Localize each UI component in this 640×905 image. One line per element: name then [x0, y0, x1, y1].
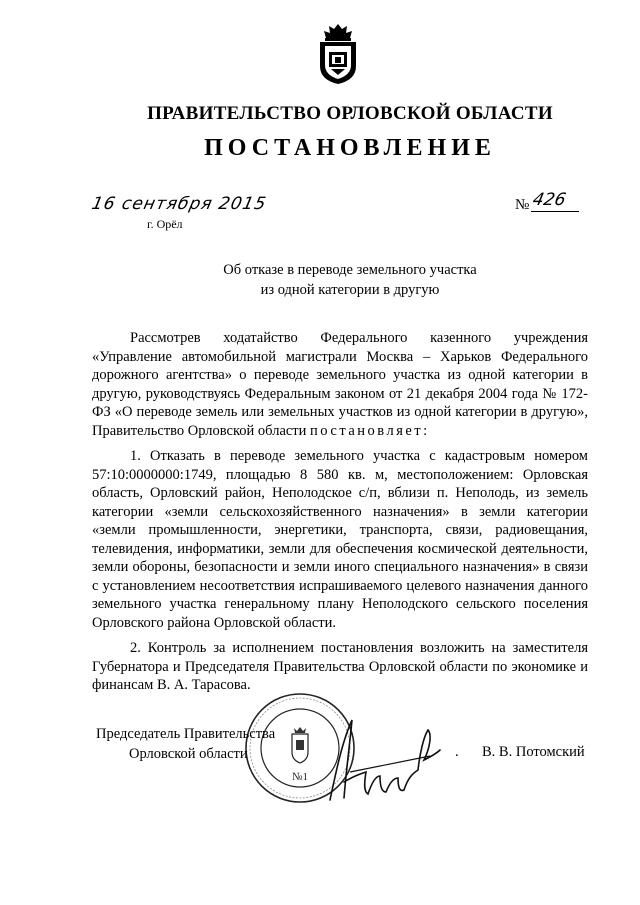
document-subject: [160, 260, 540, 300]
document-city: г. Орёл: [147, 217, 183, 231]
paragraph-item-1: 1. Отказать в переводе земельного участка с кадастровым номером 57:10:0000000:1749, площадью 8 580 кв. м, местоположением: Орловская область, Орловский район, Неполодское с/п, вблизи п. Неполодь, из земель категории «земли сельскохозяйственного назначения» в земли категории «земли промышленности, энергетики, транспорта, связи, радиовещания, телевидения, информатики, земли для обеспечения космической деятельности, земли обороны, безопасности и земли иного специального назначения» в связи с установлением несоответствия испрашиваемого целевого назначения данного земельного участка генеральному плану Неполодского сельского поселения Орловского района Орловской области.: [92, 448, 588, 631]
signatory-title-line-2: Орловской области: [129, 746, 248, 762]
number-label: №: [515, 197, 530, 213]
number-underline: [531, 211, 579, 212]
handwritten-signature-icon: [320, 712, 442, 804]
resolves-word: постановляет:: [310, 422, 430, 439]
signatory-name: В. В. Потомский: [482, 744, 585, 760]
paragraph-preamble: [92, 329, 588, 440]
subject-line-2: из одной категории в другую: [260, 282, 440, 298]
document-date: 16 сентября 2015: [89, 194, 269, 214]
subject-line-1: Об отказе в переводе земельного участка: [223, 262, 477, 278]
document-body: [92, 329, 588, 702]
signatory-title-line-1: Председатель Правительства: [96, 726, 276, 742]
signatory-title: [96, 724, 275, 764]
government-title: ПРАВИТЕЛЬСТВО ОРЛОВСКОЙ ОБЛАСТИ: [147, 103, 553, 124]
paragraph-item-2: 2. Контроль за исполнением постановления возложить на заместителя Губернатора и Председателя Правительства Орловской области по экономике и финансам В. А. Тарасова.: [92, 640, 588, 693]
preamble-text: Рассмотрев ходатайство Федерального казенного учреждения «Управление автомобильной магистрали Москва – Харьков Федерального дорожного агентства» о переводе земельного участка из одной категории в другую, руководствуясь Федеральным законом от 21 декабря 2004 года № 172-ФЗ «О переводе земель или земельных участков из одной категории в другую», Правительство Орловской области: [92, 330, 588, 439]
separator-dot: .: [455, 744, 459, 760]
coat-of-arms-icon: [316, 22, 360, 86]
svg-text:№1: №1: [292, 771, 308, 783]
document-type: ПОСТАНОВЛЕНИЕ: [204, 135, 496, 161]
document-number: 426: [530, 190, 568, 210]
